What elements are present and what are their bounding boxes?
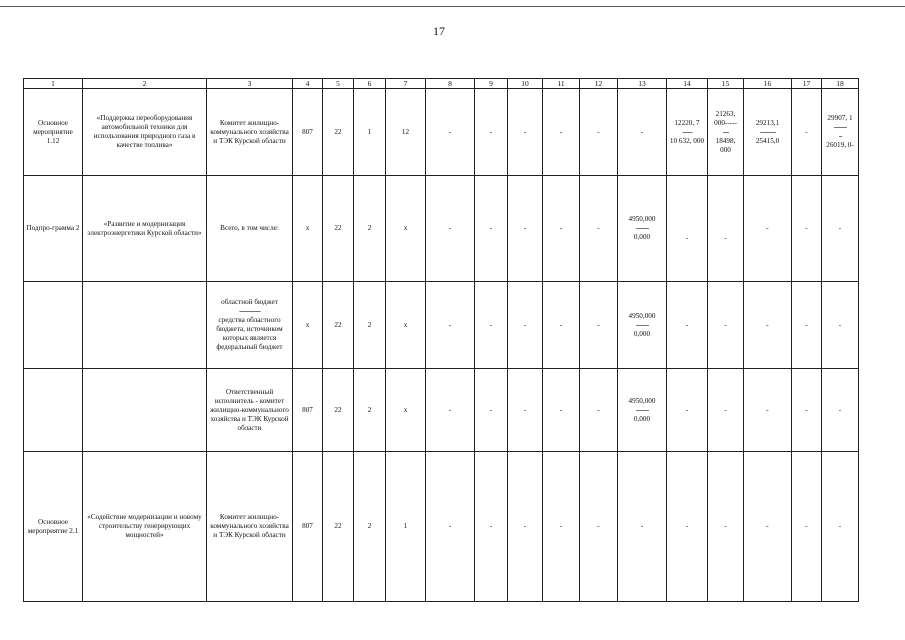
table-cell: - <box>543 282 580 369</box>
responsible-executor: Комитет жилищно-коммунального хозяйства и ТЭК Курской области <box>207 89 293 176</box>
col-header: 2 <box>83 79 207 89</box>
program-table <box>23 78 859 602</box>
table-cell: - <box>508 176 543 282</box>
table-cell: - <box>792 176 822 282</box>
table-cell: 2 <box>354 282 386 369</box>
table-cell: - <box>580 176 618 282</box>
funding-source-bottom: средства областного бюджета, источником которых является федеральный бюджет <box>216 316 283 352</box>
table-cell: - <box>744 452 792 602</box>
table-cell: - <box>426 282 475 369</box>
col-header: 12 <box>580 79 618 89</box>
fraction-top: 4950,000 <box>628 215 656 224</box>
col-header: 15 <box>708 79 744 89</box>
table-row <box>24 369 859 452</box>
table-cell: - <box>475 369 508 452</box>
col-header: 6 <box>354 79 386 89</box>
fraction-top: 29907, 1 <box>827 114 853 123</box>
table-cell: - <box>508 369 543 452</box>
table-cell: - <box>426 176 475 282</box>
table-cell: - <box>618 89 667 176</box>
table-cell: - <box>822 176 859 282</box>
col-header: 4 <box>293 79 323 89</box>
col-header: 14 <box>667 79 708 89</box>
fraction-bottom: 0,000 <box>633 329 651 338</box>
fraction-bottom: 18498, 000 <box>715 136 736 154</box>
col-header: 11 <box>543 79 580 89</box>
fraction-divider: --------- <box>635 405 649 414</box>
table-cell: - <box>667 176 708 282</box>
table-cell: - <box>508 282 543 369</box>
col-header: 9 <box>475 79 508 89</box>
fraction-divider: -- <box>838 132 842 141</box>
table-cell: - <box>792 282 822 369</box>
table-cell: х <box>386 282 426 369</box>
header-row <box>24 79 859 89</box>
row-title: Основное мероприятие 1.12 <box>24 89 83 176</box>
table-cell: - <box>543 452 580 602</box>
table-cell: 2 <box>354 369 386 452</box>
col-header: 7 <box>386 79 426 89</box>
table-cell: - <box>792 89 822 176</box>
table-cell: х <box>386 176 426 282</box>
col-header: 1 <box>24 79 83 89</box>
responsible-executor: Ответственный исполнитель - комитет жилищно-коммунального хозяйства и ТЭК Курской области <box>207 369 293 452</box>
table-cell: - <box>475 176 508 282</box>
page-top-rule <box>0 6 905 7</box>
table-row <box>24 452 859 602</box>
col-header: 8 <box>426 79 475 89</box>
table-cell: - <box>426 89 475 176</box>
table-cell: - <box>708 176 744 282</box>
row-title: Подпро-грамма 2 <box>24 176 83 282</box>
col-header: 13 <box>618 79 667 89</box>
fraction-divider: --------------- <box>239 307 260 316</box>
table-cell: 22 <box>323 369 354 452</box>
fraction-divider: ---- <box>722 127 729 136</box>
table-cell-fraction <box>822 89 859 176</box>
row-description: «Поддержка переоборудования автомобильной техники для использования природного газа в качестве топлива» <box>83 89 207 176</box>
fraction-top: 4950,000 <box>628 396 656 405</box>
table-cell: 2 <box>354 176 386 282</box>
table-cell-empty <box>24 369 83 452</box>
table-cell: - <box>667 452 708 602</box>
table-cell: 1 <box>386 452 426 602</box>
table-cell: 22 <box>323 176 354 282</box>
table-cell-empty <box>83 369 207 452</box>
table-row <box>24 282 859 369</box>
fraction-divider: ----------- <box>759 127 776 136</box>
fraction-top: 29213,1 <box>755 118 780 127</box>
col-header: 5 <box>323 79 354 89</box>
table-cell: - <box>508 89 543 176</box>
table-cell: - <box>580 89 618 176</box>
table-cell: 1 <box>354 89 386 176</box>
table-cell-fraction <box>708 89 744 176</box>
col-header: 10 <box>508 79 543 89</box>
table-cell: 22 <box>323 282 354 369</box>
responsible-executor: Комитет жилищно-коммунального хозяйства и ТЭК Курской области <box>207 452 293 602</box>
col-header: 17 <box>792 79 822 89</box>
table-cell-fraction <box>618 282 667 369</box>
table-cell: - <box>708 282 744 369</box>
table-cell: - <box>822 452 859 602</box>
table-cell: - <box>475 452 508 602</box>
table-cell: - <box>667 282 708 369</box>
fraction-bottom: 25415,0 <box>755 136 780 145</box>
table-cell-fraction <box>618 176 667 282</box>
table-cell-fraction <box>618 369 667 452</box>
table-cell: 12 <box>386 89 426 176</box>
table-cell-fraction <box>744 89 792 176</box>
table-cell: - <box>543 176 580 282</box>
table-cell: - <box>580 282 618 369</box>
row-title: Основное мероприятие 2.1 <box>24 452 83 602</box>
funding-source-top: областной бюджет <box>221 298 278 307</box>
table-cell: 807 <box>293 369 323 452</box>
table-cell: х <box>293 176 323 282</box>
table-cell: 807 <box>293 452 323 602</box>
table-cell: 22 <box>323 452 354 602</box>
fraction-bottom: 0,000 <box>633 233 651 242</box>
table-row <box>24 89 859 176</box>
fraction-bottom: 26019, 0- <box>826 141 854 150</box>
responsible-executor: Всего, в том числе: <box>207 176 293 282</box>
table-cell: - <box>543 89 580 176</box>
col-header: 3 <box>207 79 293 89</box>
table-cell: х <box>386 369 426 452</box>
table-cell: - <box>822 369 859 452</box>
table-cell: - <box>580 369 618 452</box>
table-cell: - <box>708 369 744 452</box>
page-number: 17 <box>433 24 445 38</box>
table-cell: 807 <box>293 89 323 176</box>
table-cell: - <box>792 369 822 452</box>
table-cell: - <box>744 282 792 369</box>
table-cell: - <box>792 452 822 602</box>
table-cell-empty <box>24 282 83 369</box>
table-cell: - <box>744 176 792 282</box>
fraction-top: 21263, 000----- <box>714 109 737 127</box>
table-cell-fraction <box>667 89 708 176</box>
table-cell: - <box>508 452 543 602</box>
table-cell: - <box>475 282 508 369</box>
table-cell: - <box>426 452 475 602</box>
fraction-divider: --------- <box>635 320 649 329</box>
table-cell: х <box>293 282 323 369</box>
fraction-divider: --------- <box>833 123 847 132</box>
table-cell: - <box>667 369 708 452</box>
fraction-bottom: 0,000 <box>633 414 651 423</box>
fraction-top: 4950,000 <box>628 311 656 320</box>
table-cell: - <box>475 89 508 176</box>
table-cell: - <box>426 369 475 452</box>
table-cell-empty <box>83 282 207 369</box>
table-cell: - <box>708 452 744 602</box>
table-cell: - <box>822 282 859 369</box>
table-cell: - <box>744 369 792 452</box>
fraction-top: 12220, 7 <box>674 118 700 127</box>
table-cell: - <box>580 452 618 602</box>
col-header: 18 <box>822 79 859 89</box>
fraction-divider: ------- <box>682 127 692 136</box>
row-description: «Содействие модернизации и новому строительству генерирующих мощностей» <box>83 452 207 602</box>
fraction-divider: --------- <box>635 224 649 233</box>
table-row <box>24 176 859 282</box>
fraction-bottom: 10 632, 000 <box>669 136 705 145</box>
table-cell: - <box>543 369 580 452</box>
table-cell: - <box>618 452 667 602</box>
row-description: «Развитие и модернизация электроэнергетики Курской области» <box>83 176 207 282</box>
table-cell: 22 <box>323 89 354 176</box>
col-header: 16 <box>744 79 792 89</box>
table-cell: 2 <box>354 452 386 602</box>
funding-source-cell <box>207 282 293 369</box>
